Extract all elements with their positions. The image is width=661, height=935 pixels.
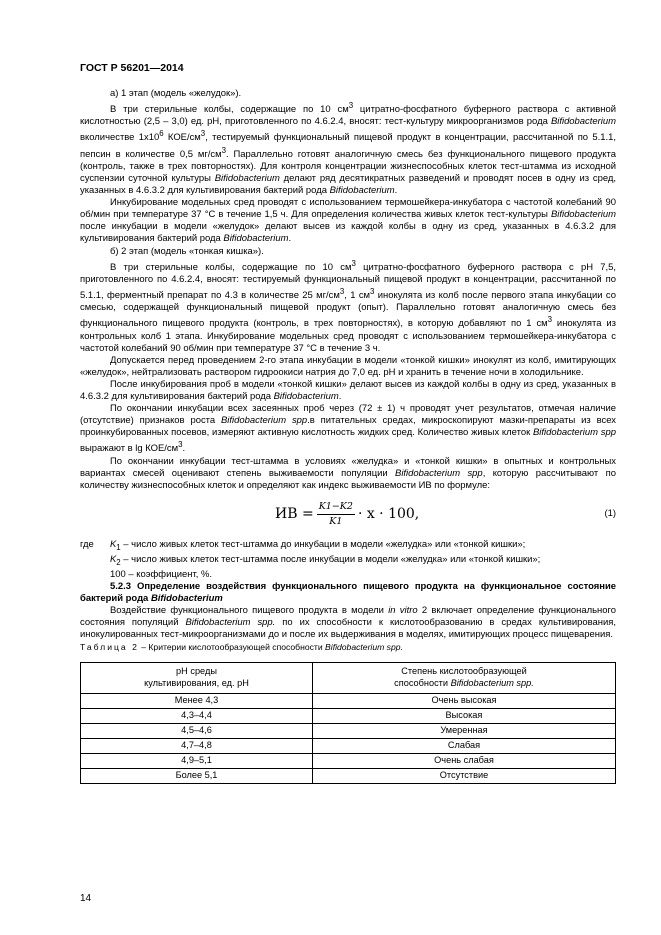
table-row [81,753,616,768]
legend-coefficient: 100 – коэффициент, %. [110,568,213,580]
stage2-paragraph-3: После инкубирования проб в модели «тонкой кишки» делают высев из каждой колбы в одну из сред, указанных в 4.6.3.2 для культивирования бактерий рода Bifidobacterium. [80,378,616,402]
formula-number: (1) [604,507,616,519]
table-row [81,738,616,753]
formula-rhs: · x · 100, [357,506,420,523]
table-row [81,693,616,708]
formula-lhs: ИВ = [275,506,314,523]
acid-formation-table [80,662,616,784]
survival-index-formula [80,495,616,535]
column-header-ph: pH среды культивирования, ед. pH [81,662,313,693]
table-header-row [81,662,616,693]
table-cell-degree: Умеренная [312,723,615,738]
table-cell-ph: Менее 4,3 [81,693,313,708]
stage2-paragraph-2: Допускается перед проведением 2-го этапа инкубации в модели «тонкой кишки» инокулят из колб, имитирующих «желудок», нейтрализовать раствором гидроокиси натрия до 7,0 ед. pH и хранить в течение ночи в холодильнике. [80,354,616,378]
stage2-paragraph-1: В три стерильные колбы, содержащие по 10 $см^3$ цитратно-фосфатного буферного раствора с pH 7,5, приготовленного по 4.6.2.4, вносят: тестируемый функциональный пищевой продукт в концентрации, рассчитанной по 5.1.1, ферментный препарат по 4.3 в количестве 25 $мг/см^3$, 1 $см^3$ инокулята из колб после первого этапа инкубации со смесью, содержащей функциональный пищевой продукт (опыт). Параллельно готовят аналогичную смесь без функционального пищевого продукта (контроль, в трех повторностях), в которую добавляют по 1 $см^3$ инокулята из контрольных колб 1 этапа. Инкубирование модельных сред проводят с использованием термошейкера-инкубатора с частотой колебаний 90 об/мин при температуре 37 °С в течение 3 ч. [80,258,617,354]
stage2-paragraph-5: По окончании инкубации тест-штамма в условиях «желудка» и «тонкой кишки» в опытных и контрольных вариантах смесей оценивают степень выживаемости популяции Bifidobacterium spp, которую рассчитывают по количеству жизнеспособных клеток и определяют как индекс выживаемости ИВ по формуле: [80,455,616,491]
stage2-heading: б) 2 этап (модель «тонкая кишка»). [110,245,264,257]
table-cell-degree: Высокая [312,708,615,723]
table-cell-ph: Более 5,1 [81,768,313,783]
table-row [81,768,616,783]
table-cell-degree: Слабая [312,738,615,753]
table-cell-degree: Очень высокая [312,693,615,708]
page-number: 14 [80,893,92,904]
document-header: ГОСТ Р 56201—2014 [80,62,184,74]
formula-denominator: K1 [329,515,343,527]
table-row [81,723,616,738]
section-5-2-3-paragraph: Воздействие функционального пищевого продукта в модели in vitro 2 включает определение функционального состояния популяций Bifidobacterium spp. по их способности к кислотообразованию в средах культивирования, инокулированных тест-микроорганизмами до и после их выдерживания в моделях, имитирующих процесс пищеварения. [80,605,616,641]
table-cell-degree: Отсутствие [312,768,615,783]
formula-fraction [317,501,355,528]
section-heading-5-2-3: 5.2.3 Определение воздействия функционального пищевого продукта на функциональное состояние бактерий рода Bifidobacterium [80,580,616,605]
column-header-degree: Степень кислотообразующей способности Bifidobacterium spp. [312,662,615,693]
legend-k2: $K_2$ – число живых клеток тест-штамма после инкубации в модели «желудка» или «тонкой кишки»; [110,553,541,567]
table-cell-ph: 4,7–4,8 [81,738,313,753]
table-row [81,708,616,723]
page-content [80,88,616,784]
formula-numerator: K1−K2 [317,501,355,515]
table-title: Таблица 2 – Критерии кислотообразующей способности Bifidobacterium spp. [80,642,403,653]
legend-k1: где $K_1$ – число живых клеток тест-штамма до инкубации в модели «желудка» или «тонкой кишки»; [80,538,526,552]
table-cell-ph: 4,9–5,1 [81,753,313,768]
stage1-heading: а) 1 этап (модель «желудок»). [110,88,242,99]
stage1-paragraph-2: Инкубирование модельных сред проводят с использованием термошейкера-инкубатора с частотой колебаний 90 об/мин при температуре 37 °С в течение 1,5 ч. Для определения количества живых клеток тест-культуры Bifidobacterium после инкубации в модели «желудок» делают высев из каждой колбы в одну из сред, указанных в 4.6.3.2 для культивирования бактерий рода Bifidobacterium. [80,197,616,245]
table-cell-ph: 4,3–4,4 [81,708,313,723]
stage1-paragraph-1: В три стерильные колбы, содержащие по 10 $см^3$ цитратно-фосфатного буферного раствора с активной кислотностью (2,5 – 3,0) ед. pH, приготовленного по 4.6.2.4, вносят: тест-культуру микроорганизмов рода Bifidobacterium вколичестве $1x10^6$ КОЕ/$см^3$, тестируемый функциональный пищевой продукт в концентрации, рассчитанной по 5.1.1, пепсин в количестве 0,5 $мг/см^3$. Параллельно готовят аналогичную смесь без функционального пищевого продукта (контроль, также в трех повторностях). Для контроля концентрации жизнеспособных клеток тест-штамма из исходной суспензии суточной культуры Bifidobacterium делают ряд десятикратных разведений и проводят посев в одну из сред, указанных в 4.6.3.2 для культивирования бактерий рода Bifidobacterium. [80,101,616,197]
table-cell-degree: Очень слабая [312,753,615,768]
table-cell-ph: 4,5–4,6 [81,723,313,738]
stage2-paragraph-4: По окончании инкубации всех засеянных проб через (72 ± 1) ч проводят учет результатов, отмечая наличие (отсутствие) признаков роста Bifidobacterium spp.в питательных средах, микроскопируют мазки-препараты из всех проинкубированных посевов, измеряют активную кислотность жидких сред. Количество живых клеток Bifidobacterium spp выражают в lg КОЕ/$см^3$. [80,403,616,455]
